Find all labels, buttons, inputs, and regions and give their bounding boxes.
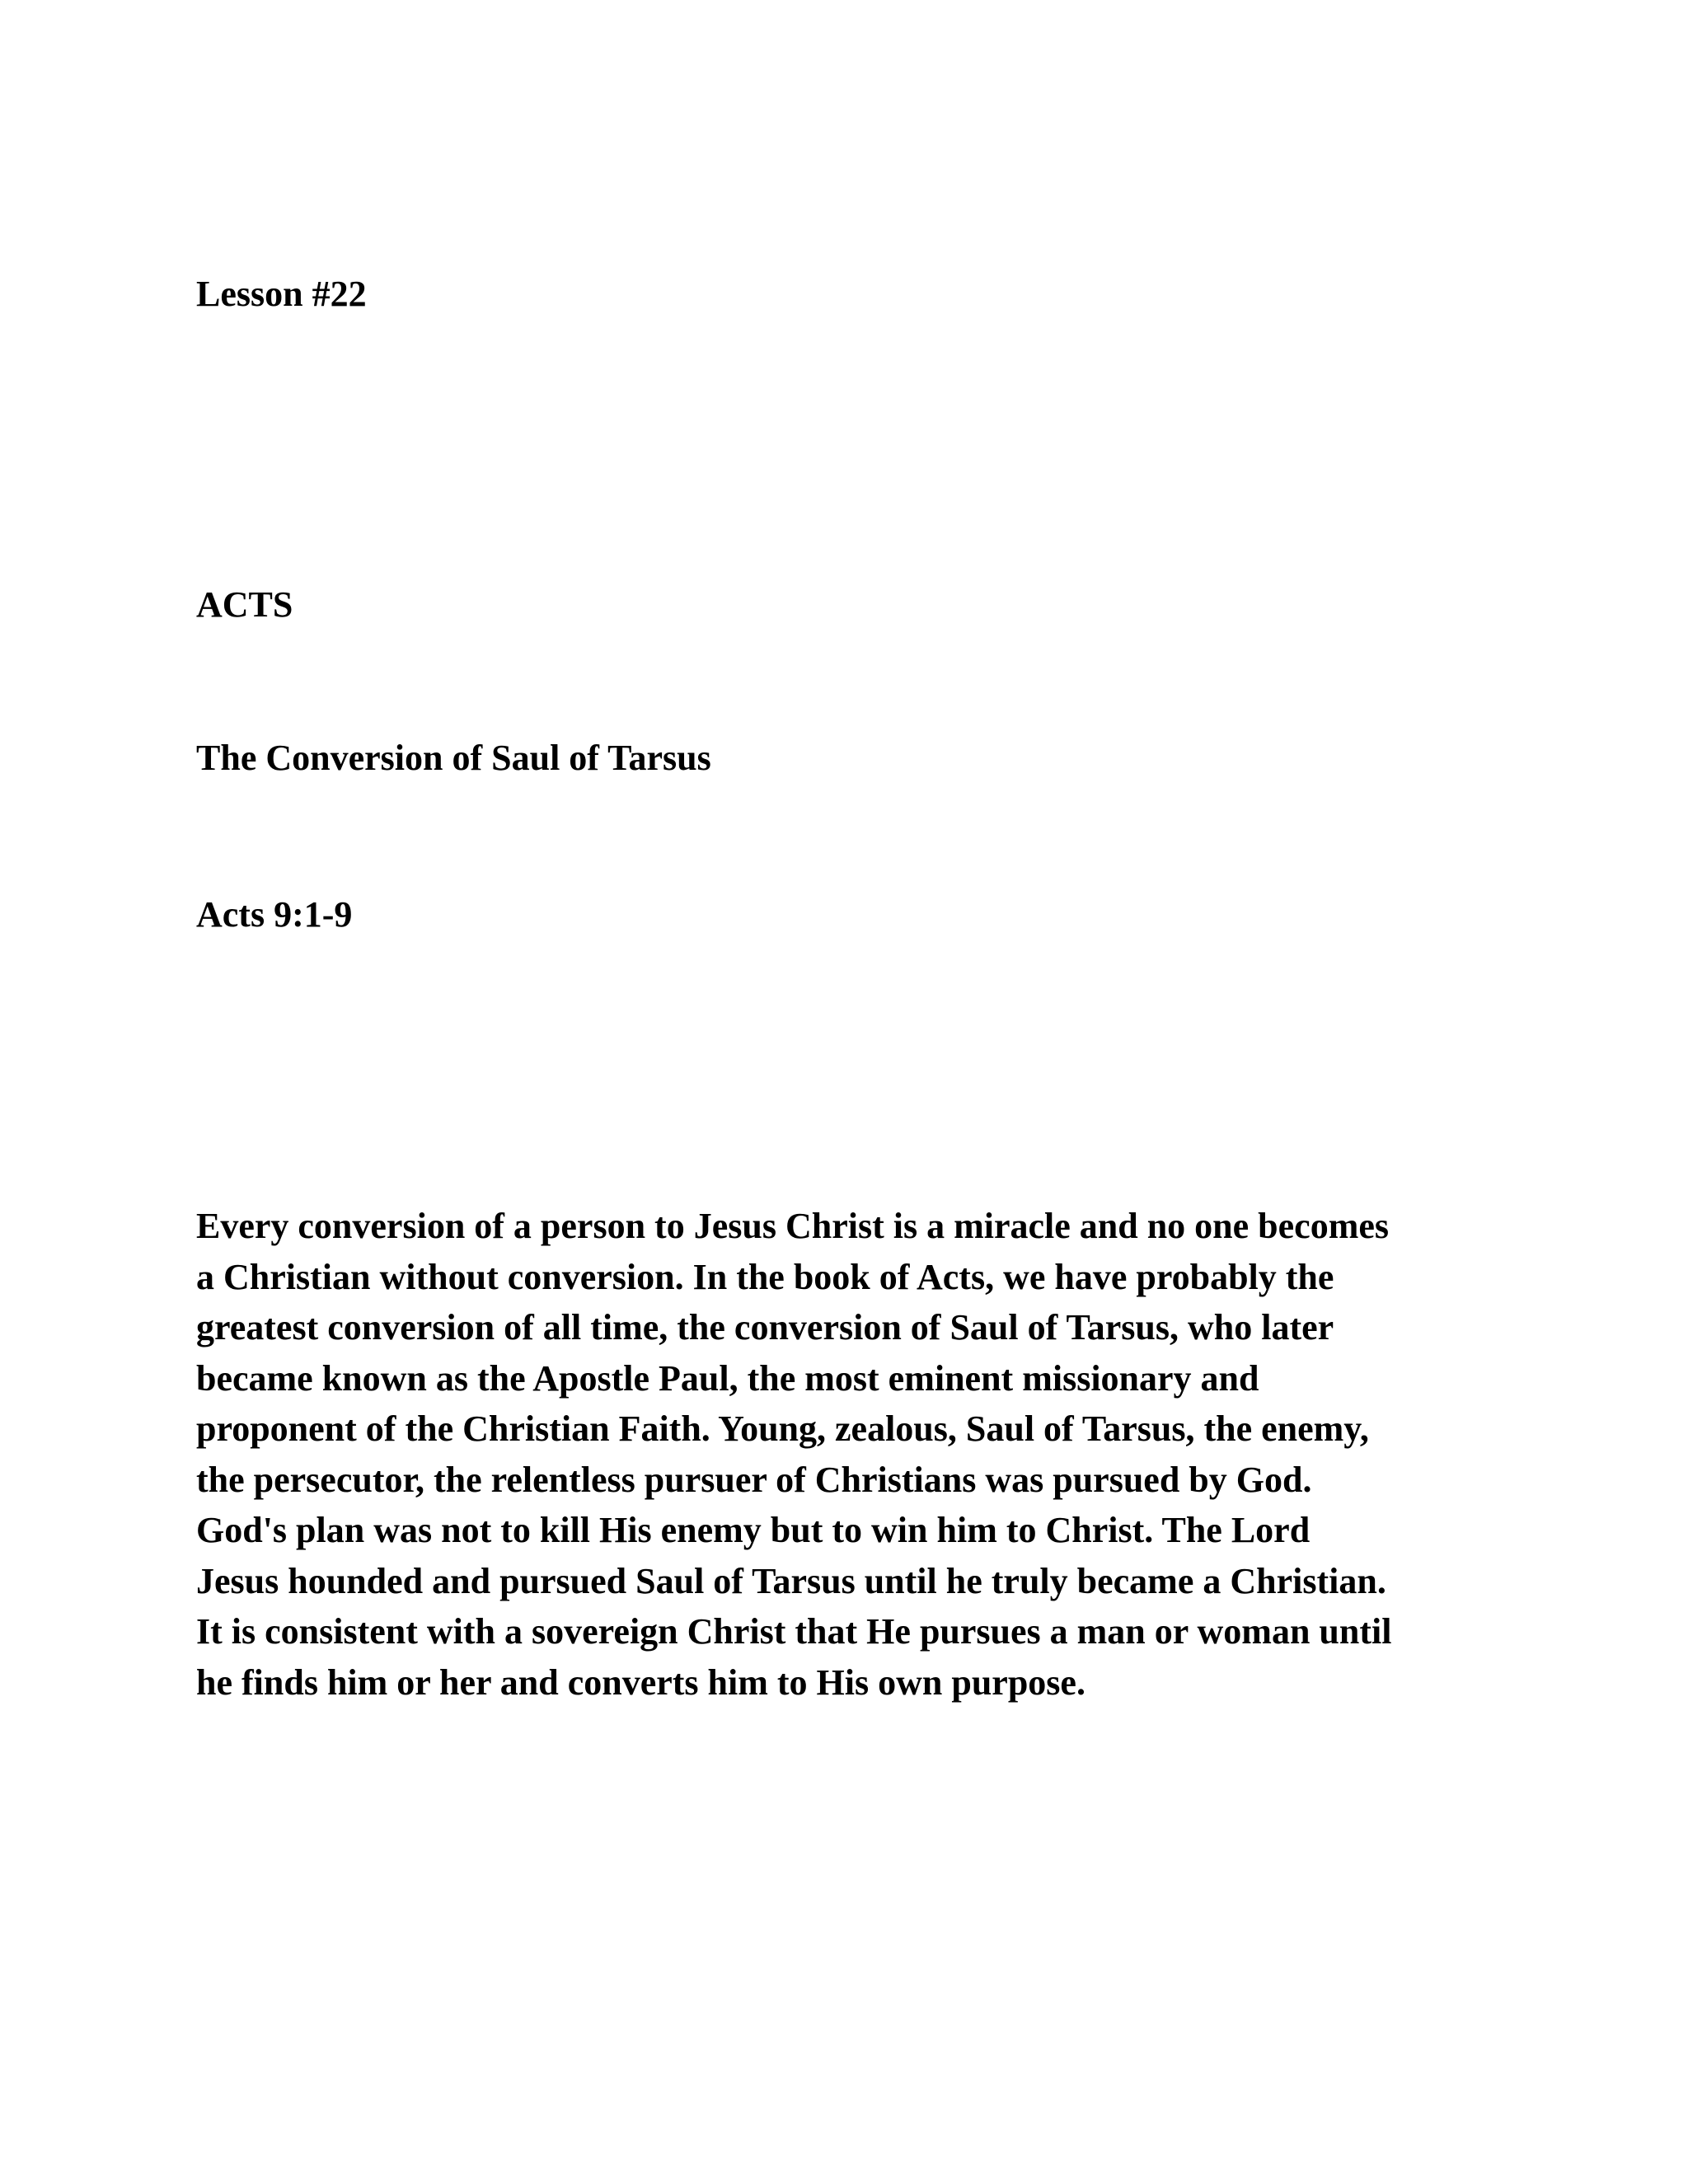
paragraph-line: became known as the Apostle Paul, the most eminent missionary and: [196, 1357, 1259, 1399]
paragraph-line: proponent of the Christian Faith. Young, zealous, Saul of Tarsus, the enemy,: [196, 1408, 1369, 1449]
paragraph-line: Every conversion of a person to Jesus Christ is a miracle and no one becomes: [196, 1206, 1390, 1246]
paragraph-line: he finds him or her and converts him to His own purpose.: [196, 1661, 1085, 1703]
lesson-title: The Conversion of Saul of Tarsus: [196, 738, 711, 778]
paragraph-line: It is consistent with a sovereign Christ that He pursues a man or woman until: [196, 1611, 1392, 1652]
paragraph-line: the persecutor, the relentless pursuer of Christians was pursued by God.: [196, 1459, 1312, 1500]
book-heading: ACTS: [196, 584, 293, 625]
paragraph-line: greatest conversion of all time, the conversion of Saul of Tarsus, who later: [196, 1307, 1334, 1347]
body-paragraph: [196, 1201, 1482, 1708]
paragraph-line: Jesus hounded and pursued Saul of Tarsus until he truly became a Christian.: [196, 1560, 1386, 1601]
scripture-reference: Acts 9:1-9: [196, 894, 353, 935]
paragraph-line: God's plan was not to kill His enemy but to win him to Christ. The Lord: [196, 1510, 1311, 1550]
paragraph-line: a Christian without conversion. In the book of Acts, we have probably the: [196, 1256, 1334, 1297]
lesson-label: Lesson #22: [196, 274, 367, 314]
